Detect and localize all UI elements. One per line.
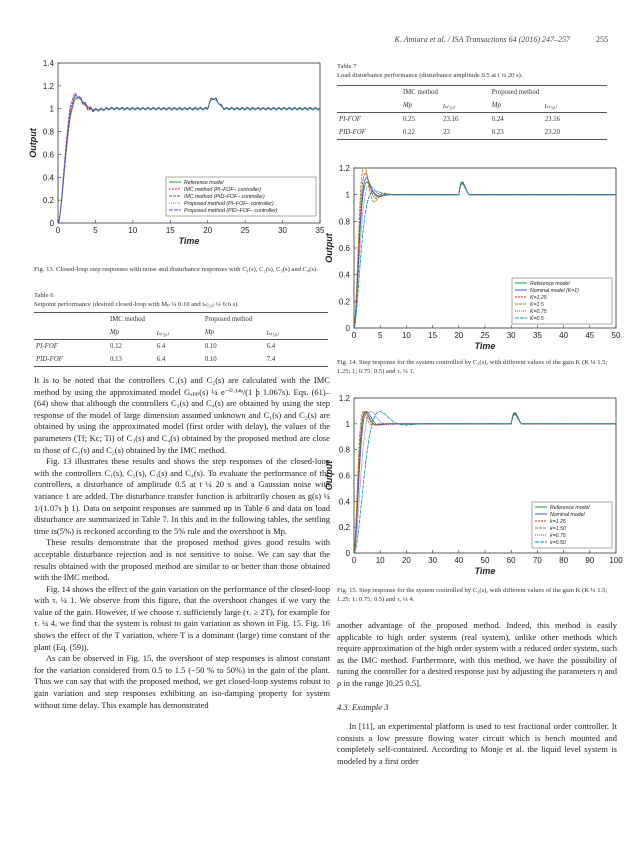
paragraph: In [11], an experimental platform is used to test fractional order controller. It consists a low pressure flowing water circuit which is bench mounted and completely self-contained. According to Monje et al. the liquid level system is modeled by a first order <box>337 721 617 766</box>
running-header <box>0 35 638 47</box>
t7-h-ts: tₛ₍₅₀₎ <box>441 99 490 113</box>
x-tick-label: 15 <box>165 226 175 235</box>
table-7 <box>337 85 607 140</box>
page-number: 255 <box>596 35 608 44</box>
figure-14 <box>324 160 622 355</box>
y-tick-label: 1.2 <box>42 81 54 91</box>
y-axis-label: Output <box>324 233 334 263</box>
y-tick-label: 1 <box>345 419 350 429</box>
y-tick-label: 0.8 <box>338 217 350 227</box>
legend-label: IMC method (PI–FOF– controller) <box>184 187 261 193</box>
t7-cell: 0.23 <box>490 126 543 140</box>
t6-cell: 0.12 <box>110 343 122 350</box>
y-tick-label: 0.8 <box>42 127 54 137</box>
t7-group-proposed: Proposed method <box>490 86 607 100</box>
x-tick-label: 45 <box>585 331 595 340</box>
y-tick-label: 0 <box>345 549 350 558</box>
y-tick-label: 0.4 <box>338 270 350 280</box>
t6-h-ts: tₛ₍₅₀₎ <box>155 326 203 340</box>
y-tick-label: 0.4 <box>42 173 54 183</box>
x-tick-label: 0 <box>351 556 357 565</box>
table-6-title: Table 6 <box>34 292 54 299</box>
y-tick-label: 0 <box>49 219 54 228</box>
table-6 <box>34 312 328 367</box>
legend-label: k=0.50 <box>550 540 566 546</box>
x-tick-label: 35 <box>315 226 325 235</box>
x-tick-label: 40 <box>454 556 464 565</box>
legend-label: Reference model <box>530 281 570 287</box>
t7-h-mp2: Mp <box>490 99 543 113</box>
y-tick-label: 0.6 <box>338 244 350 253</box>
legend-label: Nominal model (K=1) <box>530 288 579 294</box>
t7-group-imc: IMC method <box>401 86 490 100</box>
figure-15 <box>324 390 623 580</box>
x-tick-label: 0 <box>351 331 357 340</box>
y-tick-label: 1.2 <box>338 164 350 173</box>
paragraph: As can be observed in Fig. 15, the overshoot of step responses is almost constant for the variation considered from 0.5 to 1.5 (−50 % to 50%) in the gain of the plant. Thus we can say that with the proposed method, we get closed-loop systems robust to gain variation and step responses exhibiting an iso-damping property for system without time delay. This example has demonstrated <box>34 653 330 710</box>
x-tick-label: 10 <box>401 331 411 340</box>
table-6-subtitle: Setpoint performance (desired closed-loop with Mₚ ¼ 0.10 and tₛ₍₅₀₎ ¼ 6:6 s). <box>34 301 239 308</box>
t6-cell: 6.4 <box>156 343 166 350</box>
legend-label: K=1.5 <box>530 302 544 308</box>
x-axis-label: Time <box>474 341 496 351</box>
legend-label: K=0.75 <box>530 309 547 315</box>
t6-row-name: PI-FOF <box>36 343 58 350</box>
x-tick-label: 60 <box>506 556 516 565</box>
section-heading: 4.3. Example 3 <box>337 701 389 712</box>
y-tick-label: 0.2 <box>338 297 350 307</box>
fig13-plot <box>28 55 328 260</box>
t6-cell: 0.10 <box>203 353 265 367</box>
legend-label: K=0.5 <box>530 316 544 322</box>
x-tick-label: 20 <box>401 556 411 565</box>
x-tick-label: 70 <box>532 556 542 565</box>
legend-label: IMC method (PID–FOF– controller) <box>184 194 265 200</box>
y-tick-label: 0.2 <box>338 523 350 533</box>
legend-label: Proposed method (PI–FOF– controller) <box>184 201 274 207</box>
legend-label: Nominal model <box>550 512 585 518</box>
legend-label: k=0.75 <box>550 533 566 539</box>
t7-cell: 23.16 <box>544 116 561 123</box>
fig14-plot <box>324 160 622 355</box>
t6-cell: 7.4 <box>265 353 328 367</box>
t7-h-ts2: tₛ₍₅₀₎ <box>543 99 607 113</box>
y-tick-label: 1.4 <box>42 59 54 68</box>
figure-15-caption: Fig. 15. Step response for the system controlled by C₃(s), with different values of the gain K (K ¼ 1.5; 1.25; 1; 0.75; 0.5) and τᵣ ¼ 4. <box>337 587 608 603</box>
y-tick-label: 0.4 <box>338 497 350 507</box>
legend-label: k=1.25 <box>550 519 566 525</box>
right-column-text <box>337 620 617 840</box>
y-tick-label: 0 <box>345 324 350 333</box>
legend-label: Reference model <box>550 505 590 511</box>
x-tick-label: 30 <box>506 331 516 340</box>
figure-13-caption: Fig. 13. Closed-loop step responses with noise and disturbance responses with C₁(s), C₂(s), C₃(s) and C₄(s). <box>34 266 318 273</box>
t6-h-mp2: Mp <box>203 326 265 340</box>
x-tick-label: 100 <box>609 556 623 565</box>
t6-cell: 0.13 <box>108 353 155 367</box>
t7-cell: 0.22 <box>401 126 441 140</box>
t7-cell: 23.16 <box>443 116 459 123</box>
x-tick-label: 30 <box>428 556 438 565</box>
x-tick-label: 90 <box>585 556 595 565</box>
paragraph: Fig. 13 illustrates these results and shows the step responses of the closed-loop with the controllers C₁(s), C₂(s), C₃(s) and C₄(s). To evaluate the performance of the controllers, a disturbance of amplitude 0.5 at t ¼ 20 s and a Gaussian noise with variance 1 are added. The disturbance transfer function is arbitrarily chosen as g(s) ¼ 1/(1.07s þ 1). Data on setpoint responses are summed up in Table 6 and data on load disturbance are summarized in Table 7. In this and in the following tables, the settling time ts(5%) is reckoned according to the 5% rule and the overshoot is Mp. <box>34 456 330 536</box>
legend-label: k=1.50 <box>550 526 566 532</box>
t6-cell: 0.10 <box>204 343 217 350</box>
y-axis-label: Output <box>28 128 38 158</box>
x-tick-label: 20 <box>203 226 213 235</box>
y-tick-label: 1.2 <box>338 394 350 403</box>
t7-cell: 23 <box>441 126 490 140</box>
paragraph: It is to be noted that the controllers C₁(s) and C₂(s) are calculated with the IMC method by using the approximated model Gₐₚₚ(s) ¼ e⁻⁰·¹⁴ˢ/(1 þ 1.067s). Eqs. (61)–(64) show that although the controllers C₃(s) and C₄(s) are obtained by using the step response of the model of large dimension assumed unknown and C₁(s) and C₂(s) are obtained by using the approximated model (first order with delay), the values of the parameters (Tf; Kc; Ti) of C₃(s) and C₄(s) obtained by the proposed method are close to those of C₁(s) and C₂(s) obtained by the IMC method. <box>34 375 330 455</box>
x-tick-label: 50 <box>611 331 621 340</box>
t6-cell: 6.4 <box>266 343 276 350</box>
t6-h-ts2: tₛ₍₅₀₎ <box>265 326 328 340</box>
journal-citation: K. Amiara et al. / ISA Transactions 64 (2016) 247–257 <box>394 35 570 44</box>
y-tick-label: 1 <box>49 104 54 114</box>
x-tick-label: 25 <box>480 331 490 340</box>
y-tick-label: 0.8 <box>338 445 350 455</box>
t6-h-mp: Mp <box>108 326 155 340</box>
x-tick-label: 10 <box>375 556 385 565</box>
x-tick-label: 0 <box>55 226 61 235</box>
paragraph: Fig. 14 shows the effect of the gain variation on the performance of the closed-loop with τᵣ ¼ 1. We observe from this figure, that the overshoot changes if we vary the value of the gain. However, if we choose τᵣ sufficiently large (τᵣ ≥ 2T), for example for τᵣ ¼ 4, we find that the system is robust to gain variation as shown in Fig. 15. Fig. 16 shows the effect of the T variation, where T is a dominant (large) time constant of the plant (Eq. (59)). <box>34 583 330 652</box>
figure-14-caption: Fig. 14. Step response for the system controlled by C₃(s), with different values of the gain K (K ¼ 1.5; 1.25; 1; 0.75; 0.5) and τᵣ ¼ 1. <box>337 359 608 375</box>
paragraph: another advantage of the proposed method. Indeed, this method is easily applicable to high order systems (real system), unlike other methods which require approximation of the high order system with a reduced order system, such as the IMC method. Furthermore, with this method, we have the possibility of tuning the controller for a desired response just by adjusting the parameters η and ρ in the range ]0.25 0.5]. <box>337 620 617 688</box>
t7-row-name: PI-FOF <box>339 116 361 123</box>
y-tick-label: 0.6 <box>42 150 54 160</box>
t7-cell: 0.25 <box>403 116 415 123</box>
y-tick-label: 0.2 <box>42 196 54 206</box>
x-axis-label: Time <box>474 566 496 576</box>
t6-cell: 6.4 <box>155 353 203 367</box>
t7-cell: 0.24 <box>491 116 504 123</box>
t7-row-name: PID-FOF <box>337 126 401 140</box>
y-tick-label: 1 <box>345 190 350 200</box>
fig15-plot <box>324 390 623 580</box>
x-tick-label: 25 <box>240 226 250 235</box>
legend-label: Reference model <box>184 180 224 186</box>
x-tick-label: 80 <box>559 556 569 565</box>
t6-row-name: PID-FOF <box>34 353 108 367</box>
t7-h-mp: Mp <box>401 99 441 113</box>
y-axis-label: Output <box>324 460 334 491</box>
x-tick-label: 50 <box>480 556 490 565</box>
x-tick-label: 35 <box>532 331 542 340</box>
x-tick-label: 20 <box>454 331 464 340</box>
paragraph: These results demonstrate that the proposed method gives good results with acceptable disturbance rejection and is not sensitive to noise. We can say that the results obtained with the proposed method are similar to or better than those obtained with the IMC method. <box>34 537 330 583</box>
legend-label: Proposed method (PID–FOF– controller) <box>184 208 278 214</box>
x-tick-label: 5 <box>93 226 98 235</box>
t6-group-imc: IMC method <box>108 313 203 327</box>
table-7-title: Table 7 <box>337 63 357 70</box>
left-column-text <box>34 375 330 830</box>
x-tick-label: 10 <box>128 226 138 235</box>
t7-cell: 23.20 <box>543 126 607 140</box>
t6-group-proposed: Proposed method <box>203 313 328 327</box>
x-tick-label: 5 <box>377 331 383 340</box>
figure-13 <box>28 55 328 260</box>
x-tick-label: 40 <box>559 331 569 340</box>
x-tick-label: 30 <box>278 226 288 235</box>
legend-label: K=1.25 <box>530 295 547 301</box>
x-tick-label: 15 <box>428 331 438 340</box>
table-7-subtitle: Load disturbance performance (disturbance amplitude 0.5 at t ¼ 20 s). <box>337 72 523 79</box>
x-axis-label: Time <box>178 236 200 246</box>
y-tick-label: 0.6 <box>338 471 350 481</box>
